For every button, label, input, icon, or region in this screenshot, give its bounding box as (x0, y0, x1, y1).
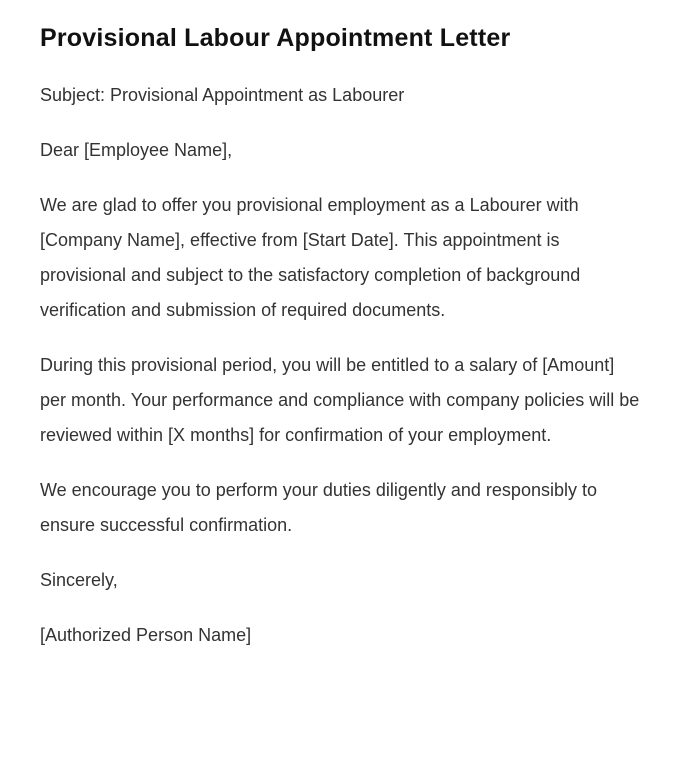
page-title: Provisional Labour Appointment Letter (40, 24, 511, 52)
signature-placeholder: [Authorized Person Name] (40, 625, 252, 645)
salutation: Dear [Employee Name], (40, 140, 233, 160)
body-paragraph-3: We encourage you to perform your duties diligently and responsibly to ensure successful confirmation. (40, 480, 597, 535)
subject-line: Subject: Provisional Appointment as Labourer (40, 85, 405, 105)
body-paragraph-1: We are glad to offer you provisional employment as a Labourer with [Company Name], effective from [Start Date]. This appointment is provisional and subject to the satisfactory completion of background verification and submission of required documents. (40, 195, 581, 320)
closing: Sincerely, (40, 570, 118, 590)
body-paragraph-2: During this provisional period, you will be entitled to a salary of [Amount] per month. Your performance and compliance with company policies will be reviewed within [X months] for confirmation of your employment. (40, 355, 640, 445)
